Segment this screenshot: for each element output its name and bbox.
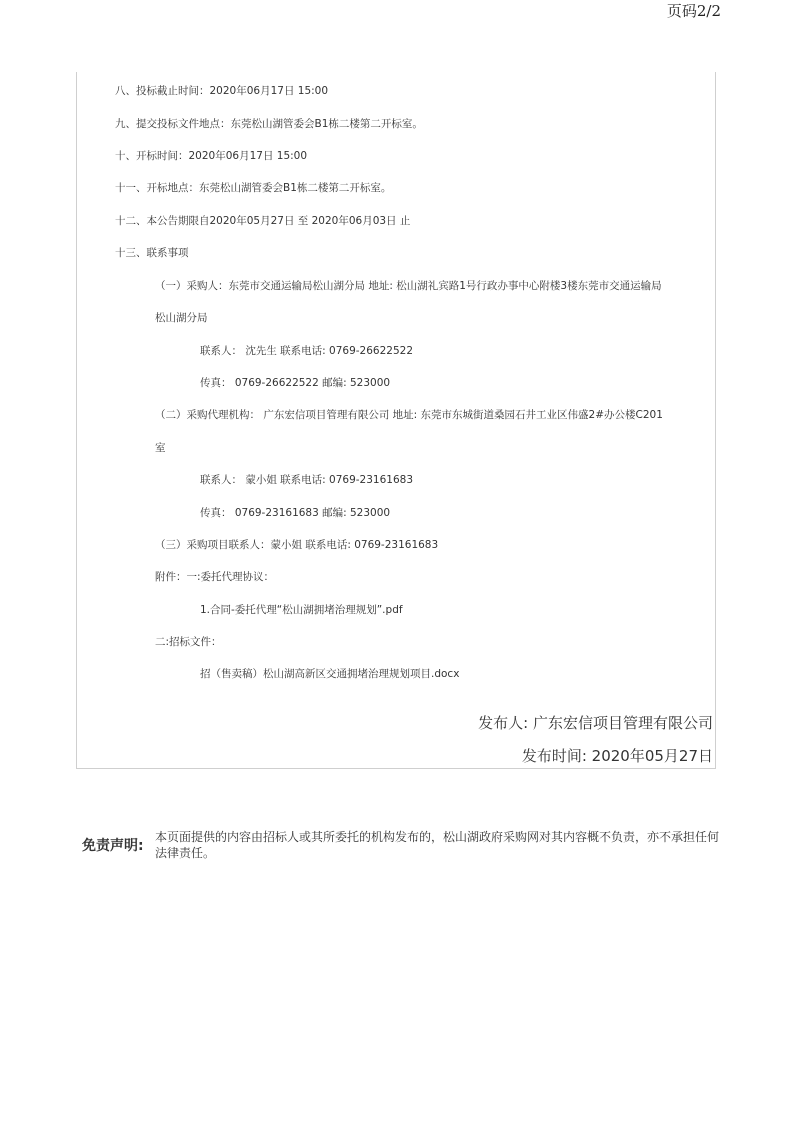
purchaser-info-continued: 松山湖分局 — [155, 312, 208, 324]
attachment-label-1: 附件：一:委托代理协议： — [155, 571, 275, 583]
purchaser-contact: 联系人： 沈先生 联系电话: 0769-26622522 — [200, 345, 414, 357]
page-number: 页码2/2 — [666, 2, 721, 20]
disclaimer-text: 本页面提供的内容由招标人或其所委托的机构发布的，松山湖政府采购网对其内容概不负责，亦不承担任何法律责任。 — [155, 830, 720, 860]
opening-time: 十、开标时间：2020年06月17日 15:00 — [115, 150, 308, 162]
disclaimer-label: 免责声明: — [82, 838, 144, 854]
agency-info: （二）采购代理机构： 广东宏信项目管理有限公司 地址: 东莞市东城街道桑园石井工业区伟盛2#办公楼C201 — [155, 409, 663, 421]
agency-info-continued: 室 — [155, 442, 166, 454]
agency-contact: 联系人： 蒙小姐 联系电话: 0769-23161683 — [200, 474, 414, 486]
contact-section-title: 十三、联系事项 — [115, 247, 189, 259]
submission-location: 九、提交投标文件地点：东莞松山湖管委会B1栋二楼第二开标室。 — [115, 118, 423, 130]
purchaser-info: （一）采购人：东莞市交通运输局松山湖分局 地址: 松山湖礼宾路1号行政办事中心附楼3楼东莞市交通运输局 — [155, 280, 662, 292]
notice-period: 十二、本公告期限自2020年05月27日 至 2020年06月03日 止 — [115, 215, 411, 227]
purchaser-fax: 传真： 0769-26622522 邮编: 523000 — [200, 377, 391, 389]
agency-fax: 传真： 0769-23161683 邮编: 523000 — [200, 507, 391, 519]
attachment-label-2: 二:招标文件： — [155, 636, 222, 648]
project-contact: （三）采购项目联系人：蒙小姐 联系电话: 0769-23161683 — [155, 539, 439, 551]
attachment-link-1[interactable]: 1.合同-委托代理“松山湖拥堵治理规划”.pdf — [200, 604, 403, 616]
publish-time: 发布时间: 2020年05月27日 — [521, 747, 713, 765]
attachment-link-2[interactable]: 招（售卖稿）松山湖高新区交通拥堵治理规划项目.docx — [200, 668, 460, 680]
bid-deadline: 八、投标截止时间：2020年06月17日 15:00 — [115, 85, 329, 97]
opening-location: 十一、开标地点：东莞松山湖管委会B1栋二楼第二开标室。 — [115, 182, 392, 194]
publisher: 发布人: 广东宏信项目管理有限公司 — [478, 714, 713, 732]
